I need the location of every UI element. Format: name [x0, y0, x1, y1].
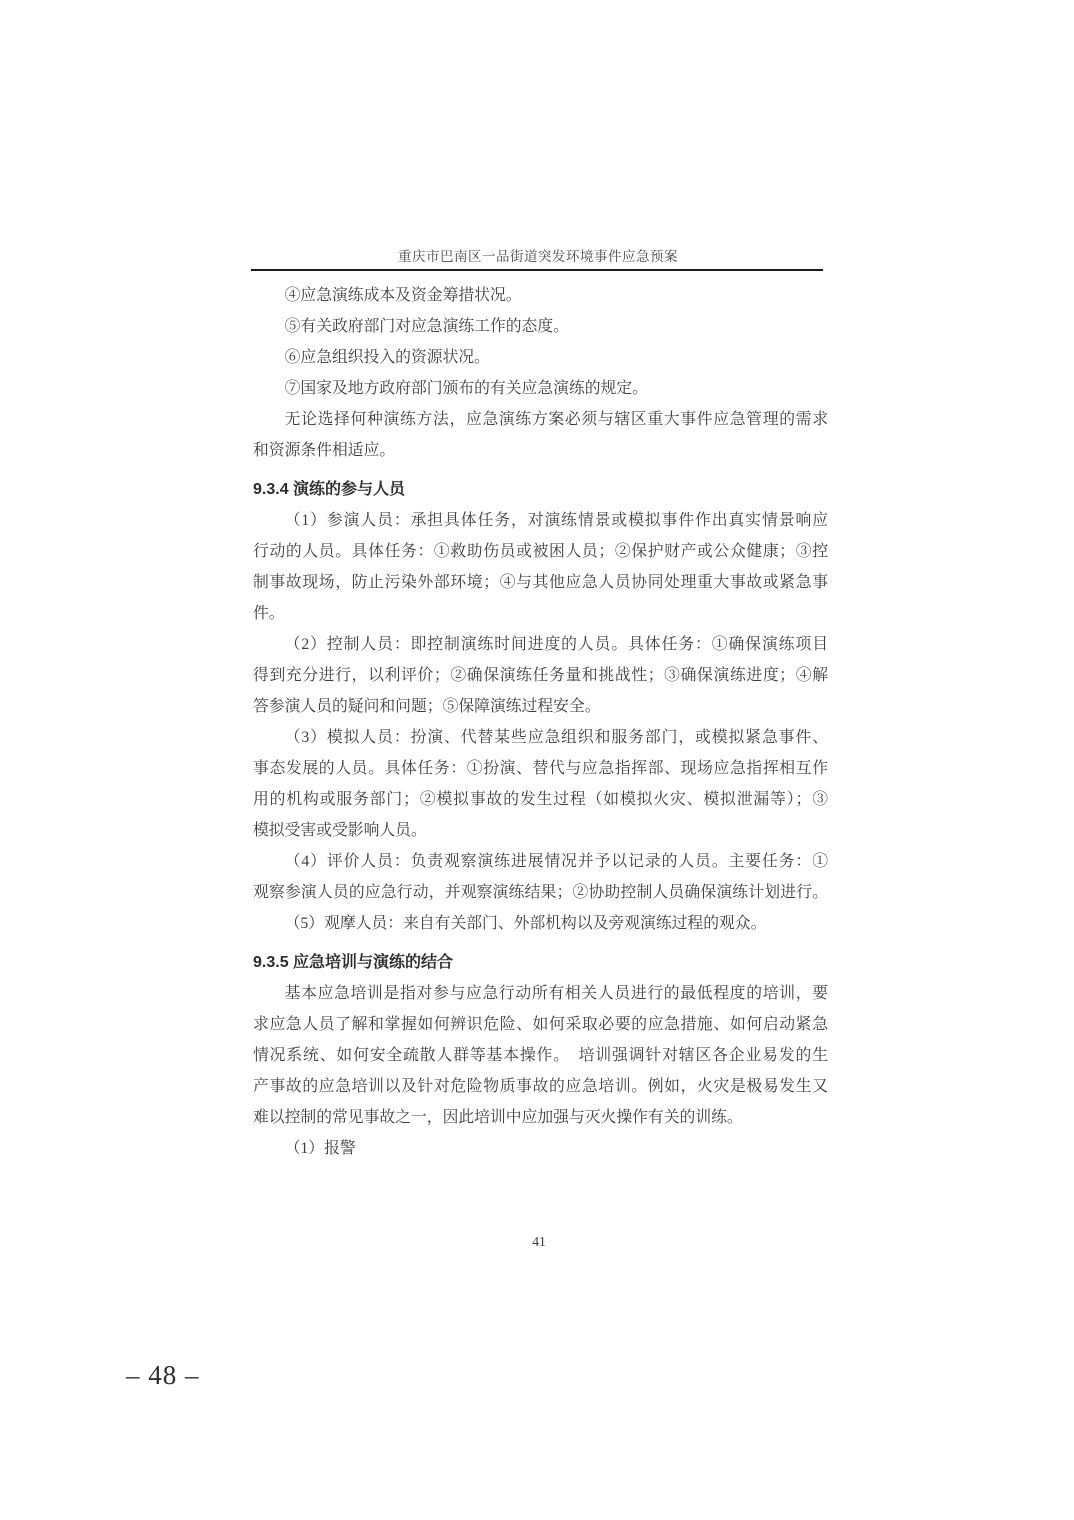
running-head-title: 重庆市巴南区一品街道突发环境事件应急预案 [398, 249, 678, 264]
text-line: 模拟受害或受影响人员。 [253, 822, 427, 839]
text-line: （3）模拟人员：扮演、代替某些应急组织和服务部门，或模拟紧急事件、 [284, 729, 828, 746]
text-line: （4）评价人员：负责观察演练进展情况并予以记录的人员。主要任务：① [284, 853, 828, 870]
text-line: 得到充分进行，以利评价；②确保演练任务量和挑战性；③确保演练进度；④解 [253, 667, 828, 684]
section-heading: 9.3.4 演练的参与人员 [253, 481, 406, 498]
text-line: （1）参演人员：承担具体任务，对演练情景或模拟事件作出真实情景响应 [284, 512, 828, 529]
text-line: ④应急演练成本及资金筹措状况。 [284, 287, 522, 304]
text-line: ⑥应急组织投入的资源状况。 [284, 349, 490, 366]
text-line: 产事故的应急培训以及针对危险物质事故的应急培训。例如，火灾是极易发生又 [253, 1078, 828, 1095]
print-page-number: – 48 – [126, 1360, 200, 1390]
text-line: 行动的人员。具体任务：①救助伤员或被困人员；②保护财产或公众健康；③控 [253, 543, 828, 560]
text-line: 无论选择何种演练方法，应急演练方案必须与辖区重大事件应急管理的需求 [284, 411, 828, 428]
document-body [253, 280, 828, 1164]
header-rule [251, 269, 823, 271]
text-line: 求应急人员了解和掌握如何辨识危险、如何采取必要的应急措施、如何启动紧急 [253, 1016, 828, 1033]
text-line: ⑦国家及地方政府部门颁布的有关应急演练的规定。 [284, 380, 648, 397]
text-line: 观察参演人员的应急行动，并观察演练结果；②协助控制人员确保演练计划进行。 [253, 884, 828, 901]
text-line: （2）控制人员：即控制演练时间进度的人员。具体任务：①确保演练项目 [284, 636, 828, 653]
text-line: 制事故现场，防止污染外部环境；④与其他应急人员协同处理重大事故或紧急事 [253, 574, 828, 591]
section-heading: 9.3.5 应急培训与演练的结合 [253, 954, 454, 971]
text-line: 事态发展的人员。具体任务：①扮演、替代与应急指挥部、现场应急指挥相互作 [253, 760, 828, 777]
text-line: 用的机构或服务部门；②模拟事故的发生过程（如模拟火灾、模拟泄漏等）；③ [253, 791, 828, 808]
text-line: 答参演人员的疑问和问题；⑤保障演练过程安全。 [253, 698, 601, 715]
text-line: 基本应急培训是指对参与应急行动所有相关人员进行的最低程度的培训，要 [284, 985, 828, 1002]
text-line: 情况系统、如何安全疏散人群等基本操作。 培训强调针对辖区各企业易发的生 [253, 1047, 828, 1064]
text-line: （5）观摩人员：来自有关部门、外部机构以及旁观演练过程的观众。 [284, 915, 767, 932]
text-line: ⑤有关政府部门对应急演练工作的态度。 [284, 318, 569, 335]
text-line: 和资源条件相适应。 [253, 442, 396, 459]
inner-page-number: 41 [532, 1234, 546, 1249]
text-line: 件。 [253, 605, 285, 622]
text-line: 难以控制的常见事故之一，因此培训中应加强与灭火操作有关的训练。 [253, 1109, 743, 1126]
text-line: （1）报警 [284, 1140, 356, 1157]
